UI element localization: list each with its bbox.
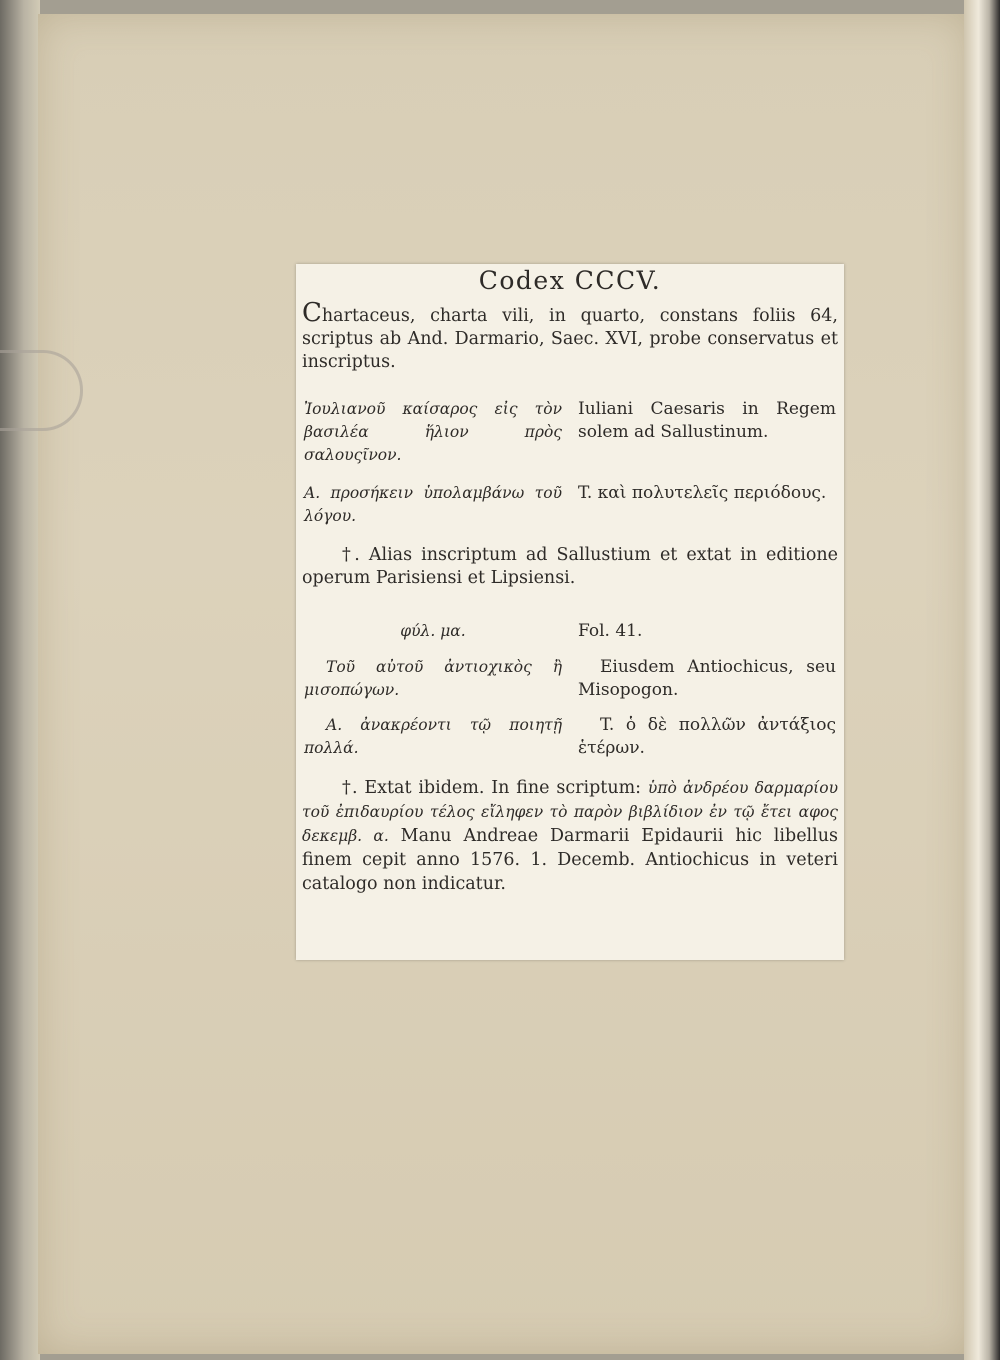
latin-title-2: Eiusdem Antiochicus, seu Misopogon.	[578, 657, 836, 700]
latin-folio: Fol. 41.	[578, 621, 643, 641]
greek-folio: φύλ. μα.	[400, 622, 466, 640]
greek-title-2: Τοῦ αὐτοῦ ἀντιοχικὸς ἢ μισοπώγων.	[304, 658, 562, 699]
note-1: †. Alias inscriptum ad Sallustium et extat in editione operum Parisiensi et Lipsiensi.	[302, 545, 838, 588]
book-spine	[0, 0, 40, 1360]
codex-description	[302, 298, 838, 374]
greek-incipit-1: A. προσήκειν ὑπολαμβάνω τοῦ λόγου.	[304, 484, 562, 525]
initial-letter: C	[302, 298, 322, 328]
latin-incipit-2: T. ὁ δὲ πολλῶν ἀντάξιος ἑτέρων.	[578, 715, 836, 758]
catalog-slip	[296, 264, 844, 960]
paper-clip-shadow	[0, 350, 83, 431]
note-2-greek: ὑπὸ ἀνδρέου δαρμαρίου τοῦ ἐπιδαυρίου τέλος εἴληφεν τὸ παρὸν βιβλίδιον ἐν τῷ ἔτει αφος δεκεμβ. α.	[302, 779, 838, 845]
note-2	[302, 776, 838, 896]
codex-title: Codex CCCV.	[478, 266, 662, 295]
latin-incipit-1: T. καὶ πολυτελεῖς περιόδους.	[578, 483, 827, 503]
page-edge	[964, 0, 1000, 1360]
description-text: hartaceus, charta vili, in quarto, constans foliis 64, scriptus ab And. Darmario, Saec. XVI, probe conservatus et inscriptus.	[302, 306, 838, 372]
note-2-end: Manu Andreae Darmarii Epidaurii hic libellus finem cepit anno 1576. 1. Decemb. Antiochicus in veteri catalogo non indicatur.	[302, 826, 839, 894]
greek-incipit-2: A. ἀνακρέοντι τῷ ποιητῇ πολλά.	[304, 716, 562, 757]
greek-title-1: Ἰουλιανοῦ καίσαρος εἰς τὸν βασιλέα ἥλιον πρὸς σαλουςῖνον.	[304, 400, 562, 464]
latin-title-1: Iuliani Caesaris in Regem solem ad Sallustinum.	[578, 399, 836, 442]
note-2-start: †. Extat ibidem. In fine scriptum:	[342, 778, 648, 798]
